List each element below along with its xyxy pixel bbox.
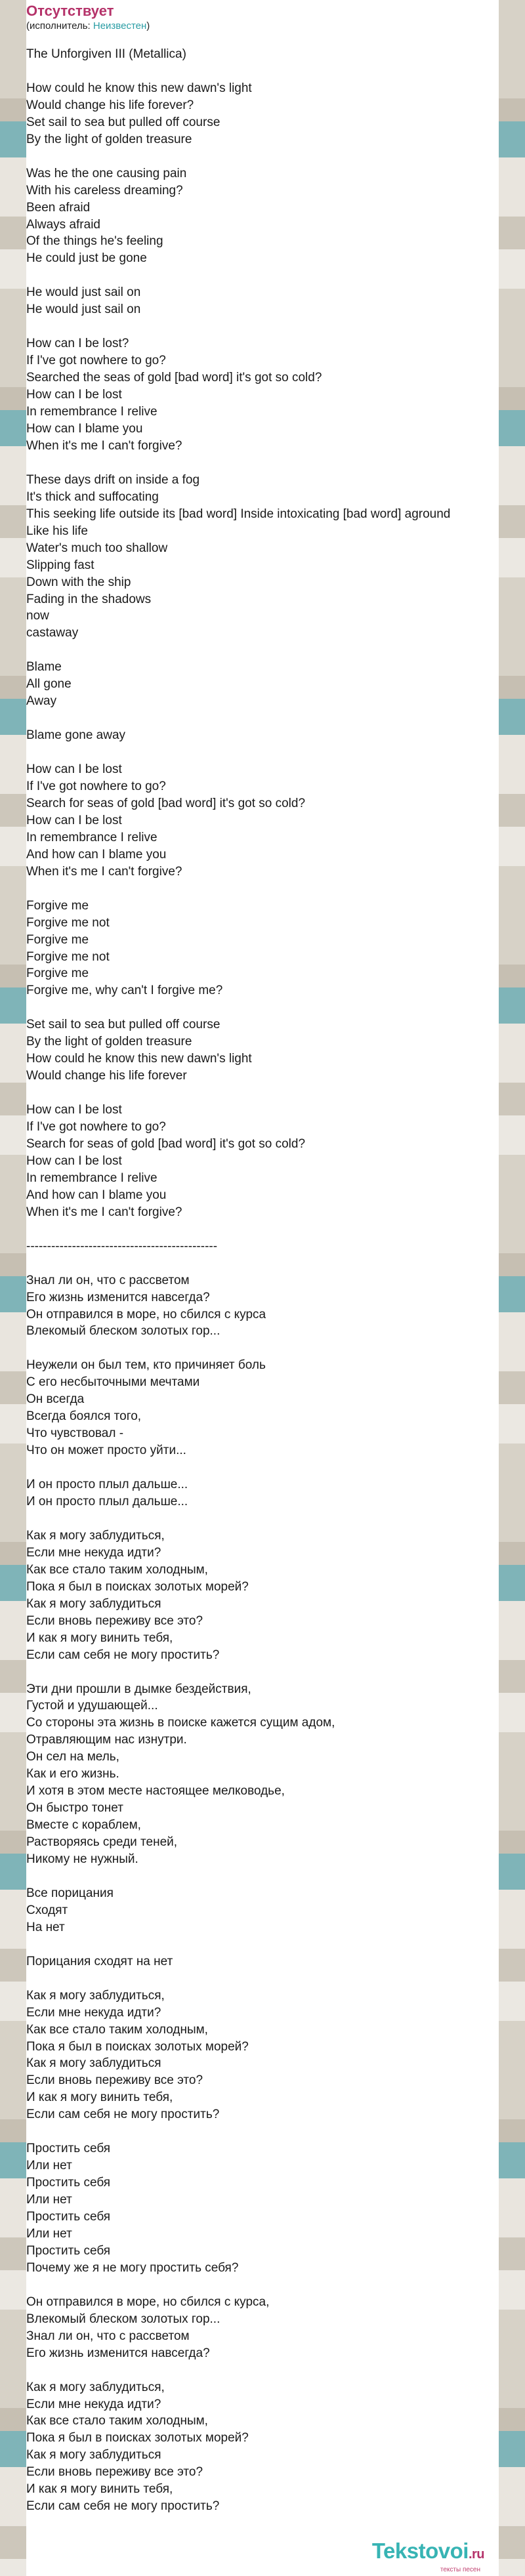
right-decorative-stripes <box>499 0 525 2576</box>
lyrics-page <box>26 0 499 2576</box>
song-title: Отсутствует <box>26 3 114 19</box>
byline-prefix: (исполнитель: <box>26 20 93 31</box>
lyrics-text: The Unforgiven III (Metallica) How could he know this new dawn's light Would change his life forever? Set sail to sea but pulled off course By the light of golden treasure Was he the one causing pain With his careless dreaming? Been afraid Always afraid Of the things he's feeling He could just be gone He would just sail on He would just sail on How can I be lost? If I've got nowhere to go? Searched the seas of gold [bad word] it's got so cold? How can I be lost In remembrance I relive How can I blame you When it's me I can't forgive? These days drift on inside a fog It's thick and suffocating This seeking life outside its [bad word] Inside intoxicating [bad word] aground Like his life Water's much too shallow Slipping fast Down with the ship Fading in the shadows now castaway Blame All gone Away Blame gone away How can I be lost If I've got nowhere to go? Search for seas of gold [bad word] it's got so cold? How can I be lost In remembrance I relive And how can I blame you When it's me I can't forgive? Forgive me Forgive me not Forgive me Forgive me not Forgive me Forgive me, why can't I forgive me? Set sail to sea but pulled off course By the light of golden treasure How could he know this new dawn's light Would change his life forever How can I be lost If I've got nowhere to go? Search for seas of gold [bad word] it's got so cold? How can I be lost In remembrance I relive And how can I blame you When it's me I can't forgive? ---------------------------------------------- Знал ли он, что с рассветом Его жизнь изменится навсегда? Он отправился в море, но сбился с курса Влекомый блеском золотых гор... Неужели он был тем, кто причиняет боль С его несбыточными мечтами Он всегда Всегда боялся того, Что чувствовал - Что он может просто уйти... И он просто плыл дальше... И он просто плыл дальше... Как я могу заблудиться, Если мне некуда идти? Как все стало таким холодным, Пока я был в поисках золотых морей? Как я могу заблудиться Если вновь переживу все это? И как я могу винить тебя, Если сам себя не могу простить? Эти дни прошли в дымке бездействия, Густой и удушающей... Со стороны эта жизнь в поиске кажется сущим адом, Отравляющим нас изнутри. Он сел на мель, Как и его жизнь. И хотя в этом месте настоящее мелководье, Он быстро тонет Вместе с кораблем, Растворяясь среди теней, Никому не нужный. Все порицания Сходят На нет Порицания сходят на нет Как я могу заблудиться, Если мне некуда идти? Как все стало таким холодным, Пока я был в поисках золотых морей? Как я могу заблудиться Если вновь переживу все это? И как я могу винить тебя, Если сам себя не могу простить? Простить себя Или нет Простить себя Или нет Простить себя Или нет Простить себя Почему же я не могу простить себя? Он отправился в море, но сбился с курса, Влекомый блеском золотых гор... Знал ли он, что с рассветом Его жизнь изменится навсегда? Как я могу заблудиться, Если мне некуда идти? Как все стало таким холодным, Пока я был в поисках золотых морей? Как я могу заблудиться Если вновь переживу все это? И как я могу винить тебя, Если сам себя не могу простить? <box>26 47 451 2514</box>
left-decorative-stripes <box>0 0 26 2576</box>
artist-link[interactable]: Неизвестен <box>93 20 147 31</box>
artist-byline <box>26 20 499 33</box>
logo-main: Tekstovoi <box>371 2539 469 2563</box>
site-watermark <box>346 2539 484 2572</box>
byline-suffix: ) <box>146 20 150 31</box>
site-logo <box>346 2539 484 2566</box>
page-header <box>26 0 499 33</box>
site-tagline: тексты песен <box>440 2566 480 2573</box>
logo-suffix: .ru <box>468 2547 484 2562</box>
